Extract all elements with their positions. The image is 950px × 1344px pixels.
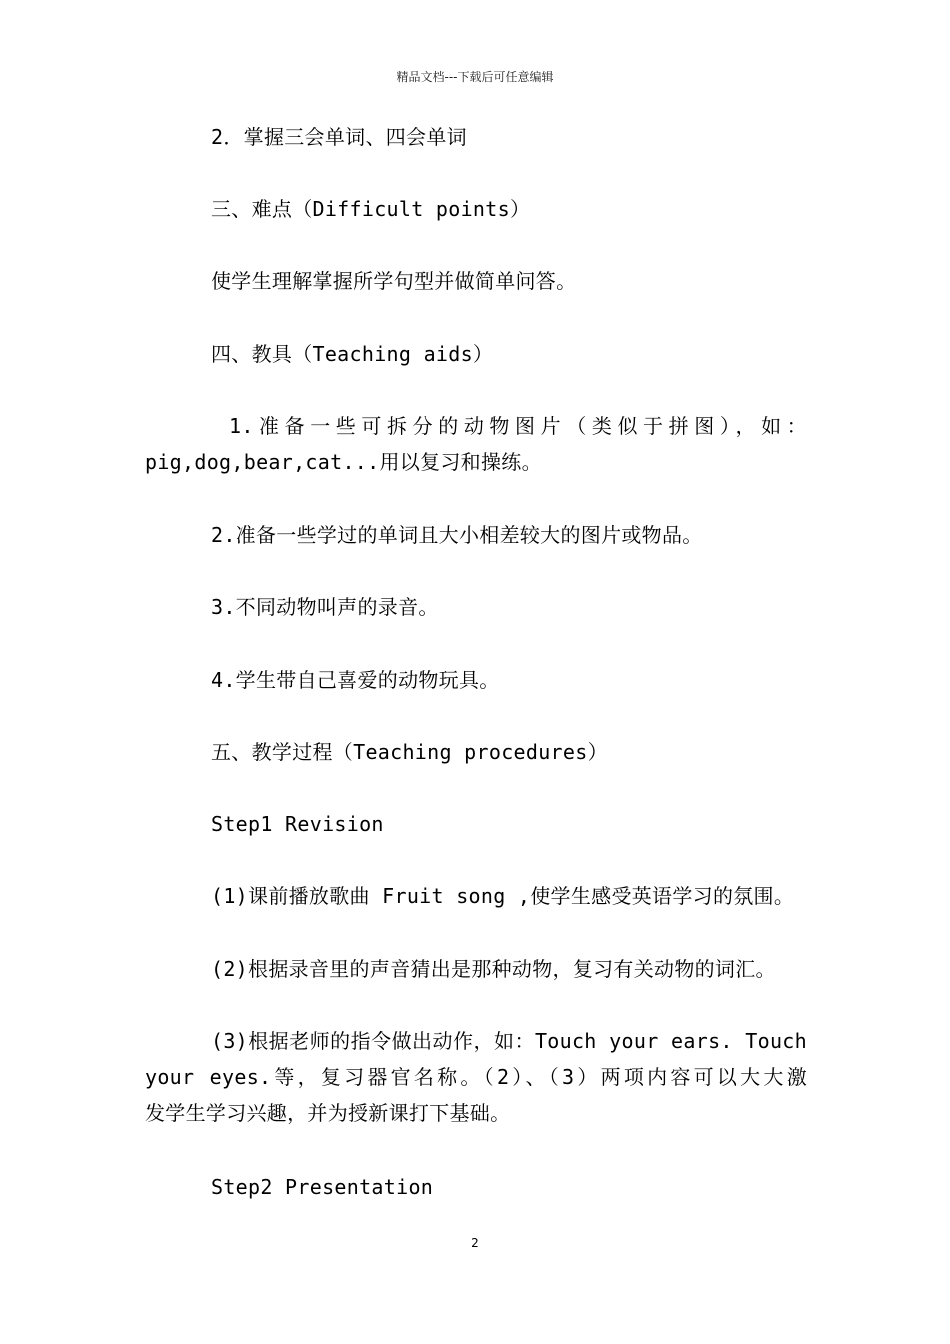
heading-teaching-procedures: 五、教学过程（Teaching procedures） xyxy=(211,740,608,764)
paragraph-aid-1 xyxy=(145,408,807,480)
page-header: 精品文档---下载后可任意编辑 xyxy=(396,70,554,84)
paragraph-aid-1-line-1: 1.准备一些可拆分的动物图片（类似于拼图），如： xyxy=(229,414,807,438)
heading-step1-revision: Step1 Revision xyxy=(211,812,384,836)
paragraph-step1-3-line-2: your eyes.等，复习器官名称。（2）、（3）两项内容可以大大激 xyxy=(145,1065,807,1089)
text-line-aid-4: 4.学生带自己喜爱的动物玩具。 xyxy=(211,668,500,692)
heading-difficult-points: 三、难点（Difficult points） xyxy=(211,197,531,221)
text-line-difficult-points: 使学生理解掌握所学句型并做简单问答。 xyxy=(211,269,577,293)
text-line-objective-2: 2．掌握三会单词、四会单词 xyxy=(211,125,467,149)
paragraph-step1-3 xyxy=(145,1023,807,1131)
paragraph-step1-3-line-3: 发学生学习兴趣，并为授新课打下基础。 xyxy=(145,1101,511,1125)
heading-step2-presentation: Step2 Presentation xyxy=(211,1175,434,1199)
text-line-step1-2: (2)根据录音里的声音猜出是那种动物，复习有关动物的词汇。 xyxy=(211,957,776,981)
text-line-aid-3: 3.不同动物叫声的录音。 xyxy=(211,595,439,619)
page-number: 2 xyxy=(471,1236,479,1250)
heading-teaching-aids: 四、教具（Teaching aids） xyxy=(211,342,494,366)
text-line-step1-1: (1)课前播放歌曲 Fruit song ,使学生感受英语学习的氛围。 xyxy=(211,884,795,908)
paragraph-step1-3-line-1: (3)根据老师的指令做出动作，如：Touch your ears. Touch xyxy=(211,1029,807,1053)
paragraph-aid-1-line-2: pig,dog,bear,cat...用以复习和操练。 xyxy=(145,450,542,474)
text-line-aid-2: 2.准备一些学过的单词且大小相差较大的图片或物品。 xyxy=(211,523,703,547)
